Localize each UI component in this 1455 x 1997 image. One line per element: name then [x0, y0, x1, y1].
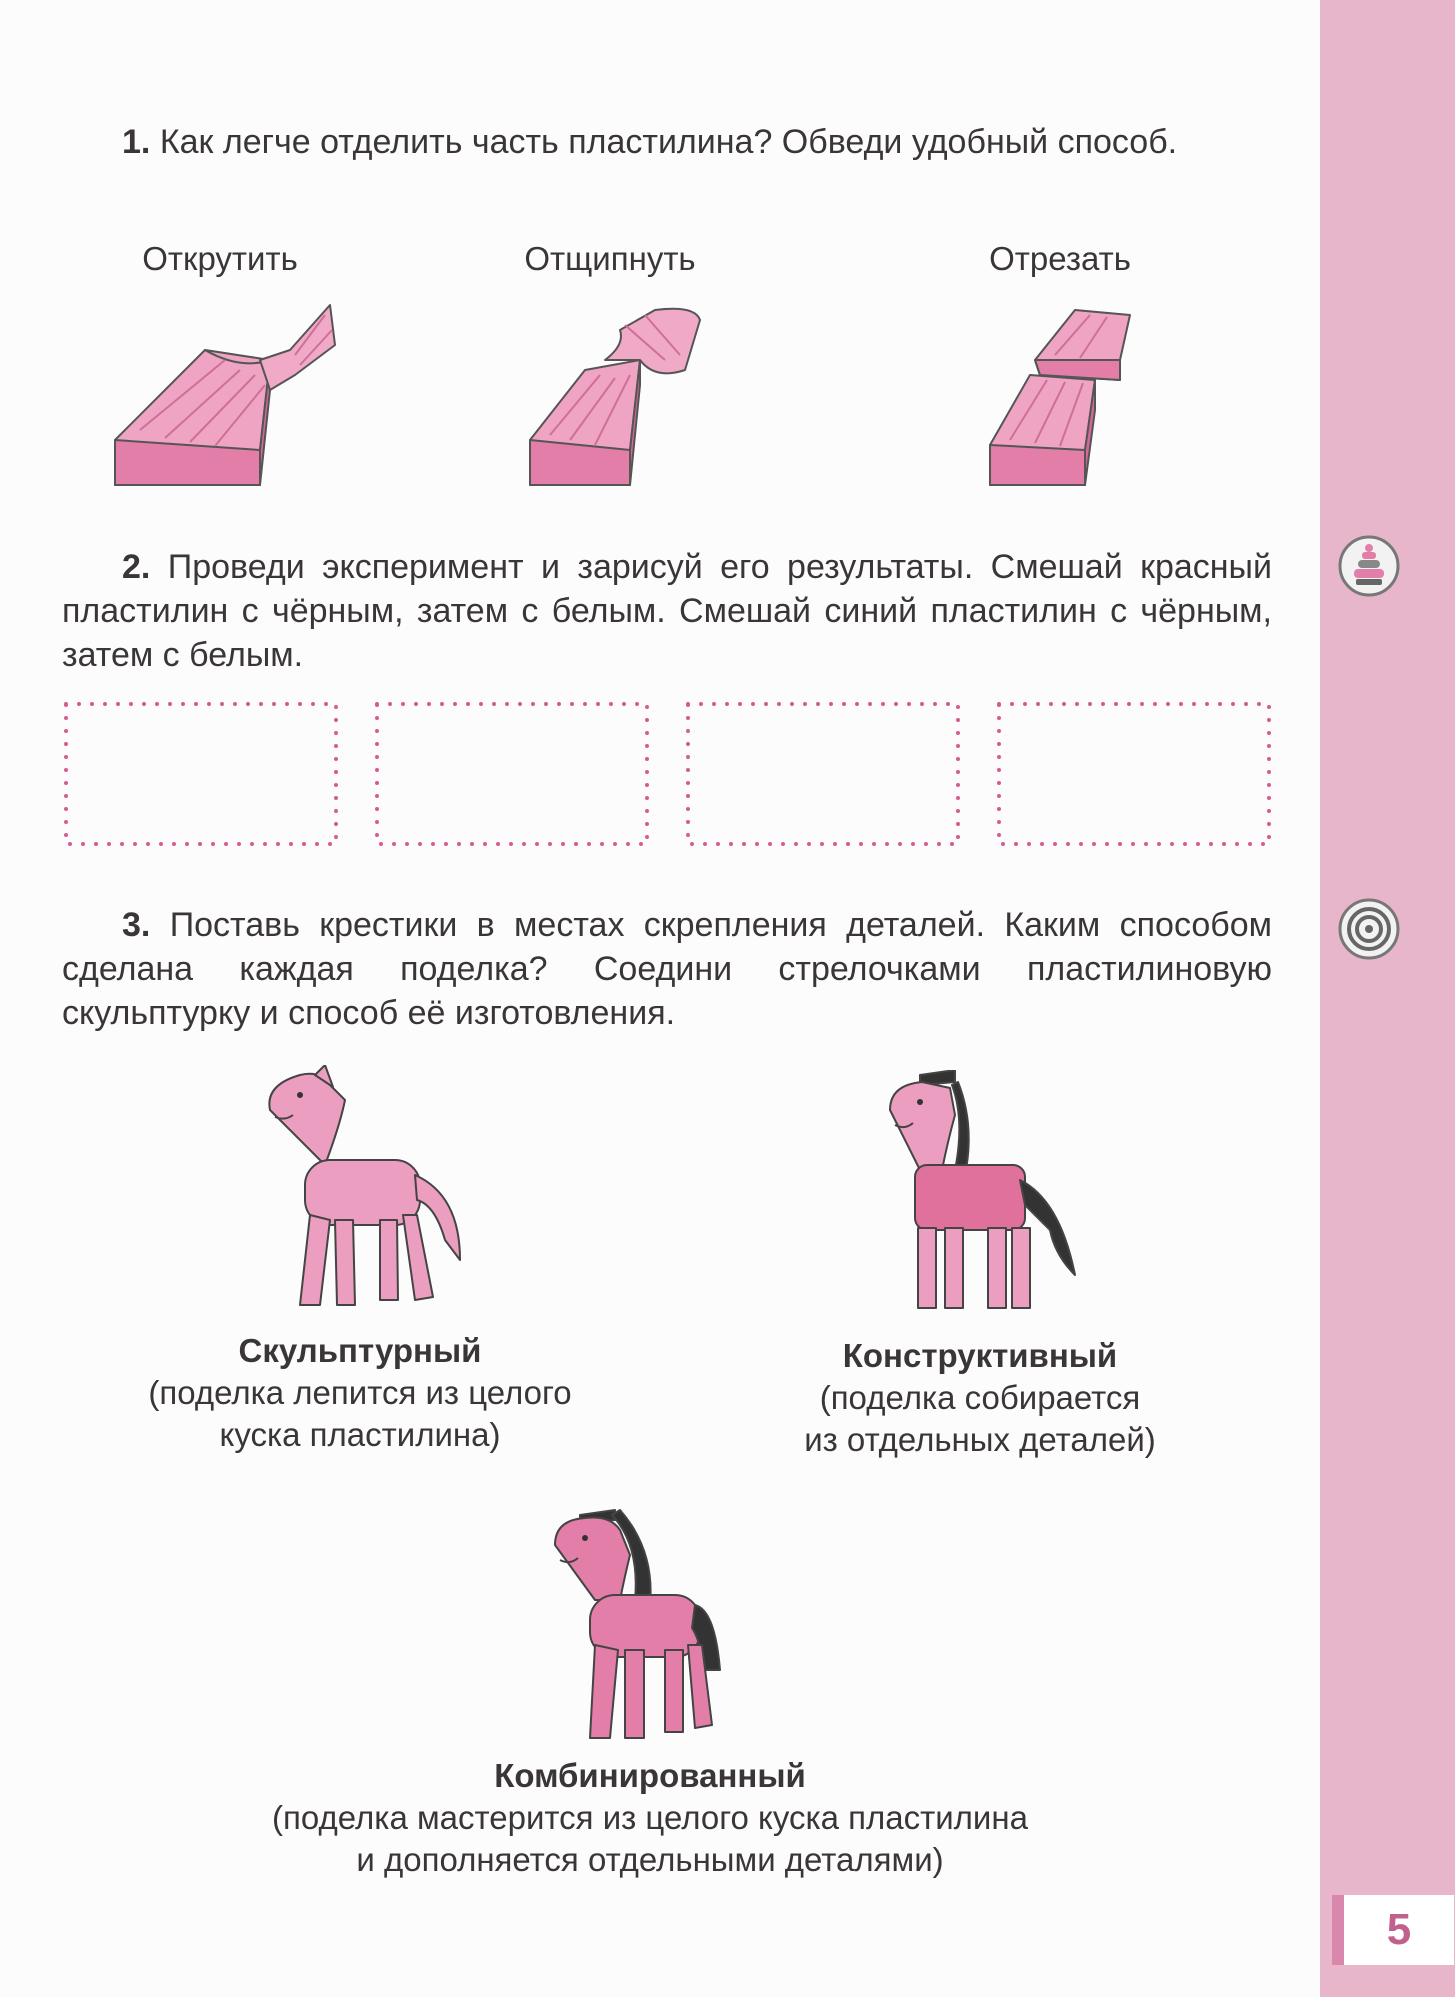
caption-constructive-desc-1: (поделка собирается	[819, 1379, 1141, 1416]
task-2-number: 2.	[122, 548, 151, 586]
spiral-icon	[1338, 898, 1400, 960]
horse-combined-illustration[interactable]	[540, 1500, 770, 1750]
caption-sculptural-title: Скульптурный	[238, 1332, 482, 1369]
plasticine-pinch-illustration[interactable]	[525, 300, 725, 490]
caption-sculptural	[90, 1330, 630, 1456]
page-number: 5	[1332, 1895, 1454, 1965]
method-label-cut: Отрезать	[989, 240, 1131, 277]
drawing-frame-4[interactable]	[999, 704, 1269, 844]
task-3-body: Поставь крестики в местах скрепления деталей. Каким способом сделана каждая поделка? Соедини стрелочками пластилиновую скульптурку и способ её изготовления.	[62, 906, 1272, 1032]
caption-constructive-desc-2: из отдельных деталей)	[804, 1421, 1156, 1458]
drawing-frame-1[interactable]	[66, 704, 336, 844]
task-3-number: 3.	[122, 906, 151, 944]
caption-sculptural-desc-2: куска пластилина)	[219, 1416, 501, 1453]
drawing-frame-3[interactable]	[688, 704, 958, 844]
margin-strip	[1320, 0, 1455, 1997]
method-label-pinch: Отщипнуть	[524, 240, 696, 277]
drawing-frames	[62, 700, 1277, 850]
caption-sculptural-desc-1: (поделка лепится из целого	[148, 1374, 572, 1411]
horse-constructive-illustration[interactable]	[860, 1070, 1090, 1320]
caption-combined	[170, 1755, 1130, 1881]
task-1-body: Как легче отделить часть пластилина? Обведи удобный способ.	[159, 123, 1178, 161]
pyramid-toy-icon	[1338, 535, 1400, 597]
method-label-twist: Открутить	[142, 240, 298, 277]
caption-combined-desc-2: и дополняется отдельными деталями)	[356, 1841, 944, 1878]
drawing-frame-2[interactable]	[377, 704, 647, 844]
task-3-text	[62, 903, 1272, 1035]
task-2-text	[62, 545, 1272, 677]
caption-constructive-title: Конструктивный	[842, 1337, 1118, 1374]
task-2-body: Проведи эксперимент и зарисуй его результаты. Смешай красный пластилин с чёрным, затем с белым. Смешай синий пластилин с чёрным, затем с белым.	[62, 548, 1272, 674]
plasticine-cut-illustration[interactable]	[985, 300, 1135, 490]
horse-sculptural-illustration[interactable]	[245, 1065, 475, 1315]
task-1-number: 1.	[122, 123, 151, 161]
task-1-text	[62, 120, 1272, 164]
caption-constructive	[720, 1335, 1240, 1461]
caption-combined-title: Комбинированный	[494, 1757, 806, 1794]
caption-combined-desc-1: (поделка мастерится из целого куска пластилина	[272, 1799, 1028, 1836]
plasticine-twist-illustration[interactable]	[110, 300, 340, 490]
